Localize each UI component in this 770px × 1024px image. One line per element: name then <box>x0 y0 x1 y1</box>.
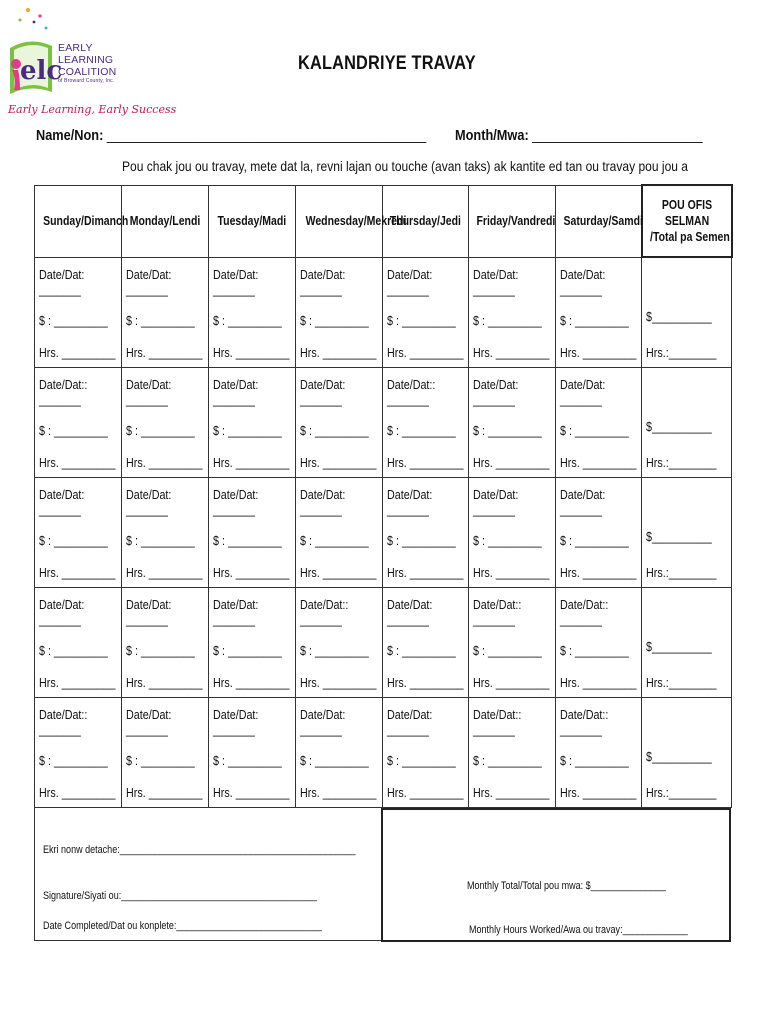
amount-field[interactable]: $ : _________ <box>126 534 195 548</box>
date-label: Date/Dat: <box>473 488 519 502</box>
date-blank[interactable]: _______ <box>387 613 429 627</box>
day-cell-wednesday <box>296 478 383 588</box>
day-cell-wednesday <box>296 257 383 368</box>
date-label: Date/Dat: <box>560 267 606 282</box>
date-blank[interactable]: _______ <box>213 503 255 517</box>
date-blank[interactable]: _______ <box>126 503 168 517</box>
date-label: Date/Dat: <box>213 378 259 392</box>
date-label: Date/Dat: <box>300 378 346 392</box>
hours-field[interactable]: Hrs. _________ <box>126 676 203 690</box>
hours-field[interactable]: Hrs. _________ <box>560 786 637 800</box>
month-blank[interactable]: ________________________ <box>532 128 703 144</box>
day-cell-sunday <box>35 368 122 478</box>
amount-field[interactable]: $ : _________ <box>473 754 542 768</box>
hours-field[interactable]: Hrs. _________ <box>560 345 637 360</box>
logo-letters: elc <box>20 56 63 86</box>
date-label: Date/Dat: <box>213 267 259 282</box>
hours-field[interactable]: Hrs. _________ <box>560 456 637 470</box>
logo-org-line-3: COALITION <box>58 66 117 78</box>
day-cell-wednesday <box>296 368 383 478</box>
date-blank[interactable]: _______ <box>213 282 255 297</box>
date-label: Date/Dat: <box>126 708 172 722</box>
name-field[interactable] <box>36 128 426 144</box>
amount-field[interactable]: $ : _________ <box>213 424 282 438</box>
day-cell-friday <box>469 478 556 588</box>
timesheet-table <box>34 184 733 808</box>
amount-field[interactable]: $ : _________ <box>39 534 108 548</box>
weekly-total-amount[interactable]: $__________ <box>646 530 712 544</box>
date-label: Date/Dat: <box>126 378 172 392</box>
date-label: Date/Dat: <box>300 488 346 502</box>
footer-left-box <box>34 808 383 941</box>
weekly-total-cell <box>642 478 732 588</box>
month-field[interactable] <box>455 128 703 144</box>
amount-field[interactable]: $ : _________ <box>126 313 195 328</box>
day-cell-monday <box>122 257 209 368</box>
date-label: Date/Dat: <box>387 267 433 282</box>
logo-org-sub: of Broward County, Inc. <box>58 78 115 84</box>
date-label: Date/Dat: <box>473 267 519 282</box>
day-cell-monday <box>122 698 209 808</box>
amount-field[interactable]: $ : _________ <box>560 424 629 438</box>
date-blank[interactable]: _______ <box>39 613 81 627</box>
day-cell-saturday <box>556 478 642 588</box>
amount-field[interactable]: $ : _________ <box>473 644 542 658</box>
date-blank[interactable]: _______ <box>39 723 81 737</box>
amount-field[interactable]: $ : _________ <box>387 424 456 438</box>
date-blank[interactable]: _______ <box>300 613 342 627</box>
hours-field[interactable]: Hrs. _________ <box>560 566 637 580</box>
logo-org-name <box>58 42 116 85</box>
hours-field[interactable]: Hrs. _________ <box>387 786 464 800</box>
hours-field[interactable]: Hrs. _________ <box>39 786 116 800</box>
week-row <box>35 588 732 698</box>
hours-field[interactable]: Hrs. _________ <box>473 456 550 470</box>
hours-field[interactable]: Hrs. _________ <box>39 676 116 690</box>
amount-field[interactable]: $ : _________ <box>473 534 542 548</box>
hours-field[interactable]: Hrs. _________ <box>300 456 377 470</box>
day-header-friday: Friday/Vandredi <box>469 185 556 257</box>
date-label: Date/Dat: <box>560 488 606 502</box>
date-label: Date/Dat: <box>387 598 433 612</box>
date-blank[interactable]: _______ <box>560 613 602 627</box>
day-cell-tuesday <box>209 257 296 368</box>
office-header: POU OFIS SELMAN /Total pa Semen <box>642 185 732 257</box>
signature-field[interactable]: Signature/Siyati ou:_______________________________________ <box>43 890 317 902</box>
footer-section <box>34 808 731 942</box>
hours-field[interactable]: Hrs. _________ <box>126 566 203 580</box>
day-cell-thursday <box>383 257 469 368</box>
hours-field[interactable]: Hrs. _________ <box>39 345 116 360</box>
day-cell-monday <box>122 478 209 588</box>
date-label: Date/Dat:: <box>387 378 436 392</box>
hours-field[interactable]: Hrs. _________ <box>473 676 550 690</box>
amount-field[interactable]: $ : _________ <box>39 313 108 328</box>
day-cell-saturday <box>556 368 642 478</box>
amount-field[interactable]: $ : _________ <box>560 644 629 658</box>
weekly-total-hours[interactable]: Hrs.:________ <box>646 676 717 690</box>
day-cell-friday <box>469 588 556 698</box>
hours-field[interactable]: Hrs. _________ <box>39 456 116 470</box>
header-row <box>35 185 732 257</box>
date-label: Date/Dat: <box>213 598 259 612</box>
date-blank[interactable]: _______ <box>473 613 515 627</box>
amount-field[interactable]: $ : _________ <box>387 754 456 768</box>
day-cell-wednesday <box>296 698 383 808</box>
hours-field[interactable]: Hrs. _________ <box>473 786 550 800</box>
date-blank[interactable]: _______ <box>560 503 602 517</box>
hours-field[interactable]: Hrs. _________ <box>213 676 290 690</box>
amount-field[interactable]: $ : _________ <box>387 644 456 658</box>
hours-field[interactable]: Hrs. _________ <box>213 456 290 470</box>
amount-field[interactable]: $ : _________ <box>126 754 195 768</box>
weekly-total-amount[interactable]: $__________ <box>646 640 712 654</box>
amount-field[interactable]: $ : _________ <box>300 424 369 438</box>
date-label: Date/Dat: <box>126 488 172 502</box>
month-label: Month/Mwa: <box>455 128 529 144</box>
amount-field[interactable]: $ : _________ <box>473 313 542 328</box>
date-blank[interactable]: _______ <box>39 393 81 407</box>
day-cell-thursday <box>383 478 469 588</box>
monthly-total-field[interactable]: Monthly Total/Total pou mwa: $_______________ <box>467 880 666 892</box>
date-blank[interactable]: _______ <box>473 393 515 407</box>
hours-field[interactable]: Hrs. _________ <box>213 566 290 580</box>
date-blank[interactable]: _______ <box>560 723 602 737</box>
detach-name-field[interactable]: Ekri nonw detache:_______________________________________________ <box>43 844 356 856</box>
date-label: Date/Dat: <box>300 267 346 282</box>
day-header-thursday: Thursday/Jedi <box>383 185 469 257</box>
date-label: Date/Dat: <box>560 378 606 392</box>
day-cell-sunday <box>35 478 122 588</box>
date-label: Date/Dat: <box>213 488 259 502</box>
date-completed-field[interactable]: Date Completed/Dat ou konplete:_____________________________ <box>43 920 322 932</box>
day-cell-tuesday <box>209 588 296 698</box>
amount-field[interactable]: $ : _________ <box>213 644 282 658</box>
date-blank[interactable]: _______ <box>39 503 81 517</box>
day-cell-friday <box>469 257 556 368</box>
weekly-total-hours[interactable]: Hrs.:________ <box>646 566 717 580</box>
amount-field[interactable]: $ : _________ <box>300 534 369 548</box>
day-header-sunday: Sunday/Dimanch <box>35 185 122 257</box>
date-blank[interactable]: _______ <box>473 503 515 517</box>
date-blank[interactable]: _______ <box>126 393 168 407</box>
hours-field[interactable]: Hrs. _________ <box>213 345 290 360</box>
day-cell-saturday <box>556 588 642 698</box>
day-cell-sunday <box>35 698 122 808</box>
amount-field[interactable]: $ : _________ <box>473 424 542 438</box>
weekly-total-cell <box>642 368 732 478</box>
amount-field[interactable]: $ : _________ <box>39 644 108 658</box>
day-cell-saturday <box>556 257 642 368</box>
week-row <box>35 478 732 588</box>
hours-field[interactable]: Hrs. _________ <box>300 786 377 800</box>
date-blank[interactable]: _______ <box>126 613 168 627</box>
amount-field[interactable]: $ : _________ <box>300 313 369 328</box>
date-blank[interactable]: _______ <box>560 282 602 297</box>
date-blank[interactable]: _______ <box>387 723 429 737</box>
logo-tagline: Early Learning, Early Success <box>8 103 177 116</box>
date-blank[interactable]: _______ <box>39 282 81 297</box>
date-label: Date/Dat: <box>39 488 85 502</box>
day-cell-tuesday <box>209 698 296 808</box>
date-label: Date/Dat: <box>126 598 172 612</box>
day-cell-thursday <box>383 588 469 698</box>
amount-field[interactable]: $ : _________ <box>300 644 369 658</box>
date-label: Date/Dat: <box>39 267 85 282</box>
amount-field[interactable]: $ : _________ <box>126 424 195 438</box>
date-label: Date/Dat:: <box>39 708 88 722</box>
name-blank[interactable]: _____________________________________________ <box>106 128 427 144</box>
date-blank[interactable]: _______ <box>126 282 168 297</box>
date-blank[interactable]: _______ <box>387 393 429 407</box>
weekly-total-amount[interactable]: $__________ <box>646 750 712 764</box>
date-label: Date/Dat: <box>387 708 433 722</box>
date-label: Date/Dat:: <box>560 708 609 722</box>
page-title: KALANDRIYE TRAVAY <box>298 53 476 74</box>
day-cell-thursday <box>383 368 469 478</box>
day-header-tuesday: Tuesday/Madi <box>209 185 296 257</box>
date-blank[interactable]: _______ <box>473 282 515 297</box>
date-blank[interactable]: _______ <box>213 393 255 407</box>
date-label: Date/Dat: <box>473 378 519 392</box>
hours-field[interactable]: Hrs. _________ <box>300 566 377 580</box>
day-header-saturday: Saturday/Samdi <box>556 185 642 257</box>
hours-field[interactable]: Hrs. _________ <box>213 786 290 800</box>
hours-field[interactable]: Hrs. _________ <box>39 566 116 580</box>
date-blank[interactable]: _______ <box>387 503 429 517</box>
date-label: Date/Dat:: <box>300 598 349 612</box>
date-blank[interactable]: _______ <box>126 723 168 737</box>
date-label: Date/Dat:: <box>560 598 609 612</box>
name-label: Name/Non: <box>36 128 104 144</box>
date-label: Date/Dat: <box>213 708 259 722</box>
day-cell-monday <box>122 368 209 478</box>
hours-field[interactable]: Hrs. _________ <box>387 676 464 690</box>
date-label: Date/Dat: <box>126 267 172 282</box>
amount-field[interactable]: $ : _________ <box>560 534 629 548</box>
hours-field[interactable]: Hrs. _________ <box>300 345 377 360</box>
footer-right-box <box>381 808 731 942</box>
week-row <box>35 368 732 478</box>
amount-field[interactable]: $ : _________ <box>126 644 195 658</box>
date-blank[interactable]: _______ <box>300 393 342 407</box>
amount-field[interactable]: $ : _________ <box>213 534 282 548</box>
weekly-total-hours[interactable]: Hrs.:________ <box>646 456 717 470</box>
amount-field[interactable]: $ : _________ <box>39 754 108 768</box>
elc-logo <box>6 6 177 118</box>
day-cell-sunday <box>35 257 122 368</box>
date-label: Date/Dat:: <box>39 378 88 392</box>
hours-field[interactable]: Hrs. _________ <box>387 456 464 470</box>
date-label: Date/Dat:: <box>473 598 522 612</box>
date-blank[interactable]: _______ <box>213 613 255 627</box>
day-header-wednesday: Wednesday/Mekredi <box>296 185 383 257</box>
amount-field[interactable]: $ : _________ <box>39 424 108 438</box>
day-header-monday: Monday/Lendi <box>122 185 209 257</box>
date-label: Date/Dat: <box>300 708 346 722</box>
date-blank[interactable]: _______ <box>300 723 342 737</box>
day-cell-friday <box>469 368 556 478</box>
amount-field[interactable]: $ : _________ <box>560 754 629 768</box>
day-cell-tuesday <box>209 368 296 478</box>
hours-field[interactable]: Hrs. _________ <box>560 676 637 690</box>
week-row <box>35 257 732 368</box>
day-cell-sunday <box>35 588 122 698</box>
hours-field[interactable]: Hrs. _________ <box>387 345 464 360</box>
amount-field[interactable]: $ : _________ <box>387 313 456 328</box>
logo-org-line-2: LEARNING <box>58 54 114 66</box>
day-cell-friday <box>469 698 556 808</box>
amount-field[interactable]: $ : _________ <box>387 534 456 548</box>
hours-field[interactable]: Hrs. _________ <box>126 345 203 360</box>
hours-field[interactable]: Hrs. _________ <box>300 676 377 690</box>
date-blank[interactable]: _______ <box>213 723 255 737</box>
weekly-total-cell <box>642 588 732 698</box>
date-blank[interactable]: _______ <box>300 282 342 297</box>
hours-field[interactable]: Hrs. _________ <box>126 786 203 800</box>
hours-field[interactable]: Hrs. _________ <box>473 345 550 360</box>
day-cell-saturday <box>556 698 642 808</box>
hours-field[interactable]: Hrs. _________ <box>387 566 464 580</box>
date-label: Date/Dat: <box>39 598 85 612</box>
monthly-hours-field[interactable]: Monthly Hours Worked/Awa ou travay:_____________ <box>469 924 688 936</box>
date-label: Date/Dat: <box>387 488 433 502</box>
hours-field[interactable]: Hrs. _________ <box>473 566 550 580</box>
weekly-total-cell <box>642 257 732 368</box>
date-blank[interactable]: _______ <box>560 393 602 407</box>
hours-field[interactable]: Hrs. _________ <box>126 456 203 470</box>
logo-org-line-1: EARLY <box>58 42 93 54</box>
day-cell-monday <box>122 588 209 698</box>
amount-field[interactable]: $ : _________ <box>560 313 629 328</box>
weekly-total-amount[interactable]: $__________ <box>646 420 712 434</box>
week-row <box>35 698 732 808</box>
amount-field[interactable]: $ : _________ <box>213 313 282 328</box>
weekly-total-hours[interactable]: Hrs.:________ <box>646 346 717 360</box>
weekly-total-cell <box>642 698 732 808</box>
date-blank[interactable]: _______ <box>300 503 342 517</box>
day-cell-tuesday <box>209 478 296 588</box>
weekly-total-amount[interactable]: $__________ <box>646 310 712 324</box>
amount-field[interactable]: $ : _________ <box>213 754 282 768</box>
instructions: Pou chak jou ou travay, mete dat la, revni lajan ou touche (avan taks) ak kantite ed tan ou travay pou jou a <box>122 158 689 174</box>
date-label: Date/Dat:: <box>473 708 522 722</box>
amount-field[interactable]: $ : _________ <box>300 754 369 768</box>
date-blank[interactable]: _______ <box>387 282 429 297</box>
day-cell-wednesday <box>296 588 383 698</box>
day-cell-thursday <box>383 698 469 808</box>
date-blank[interactable]: _______ <box>473 723 515 737</box>
weekly-total-hours[interactable]: Hrs.:________ <box>646 786 717 800</box>
